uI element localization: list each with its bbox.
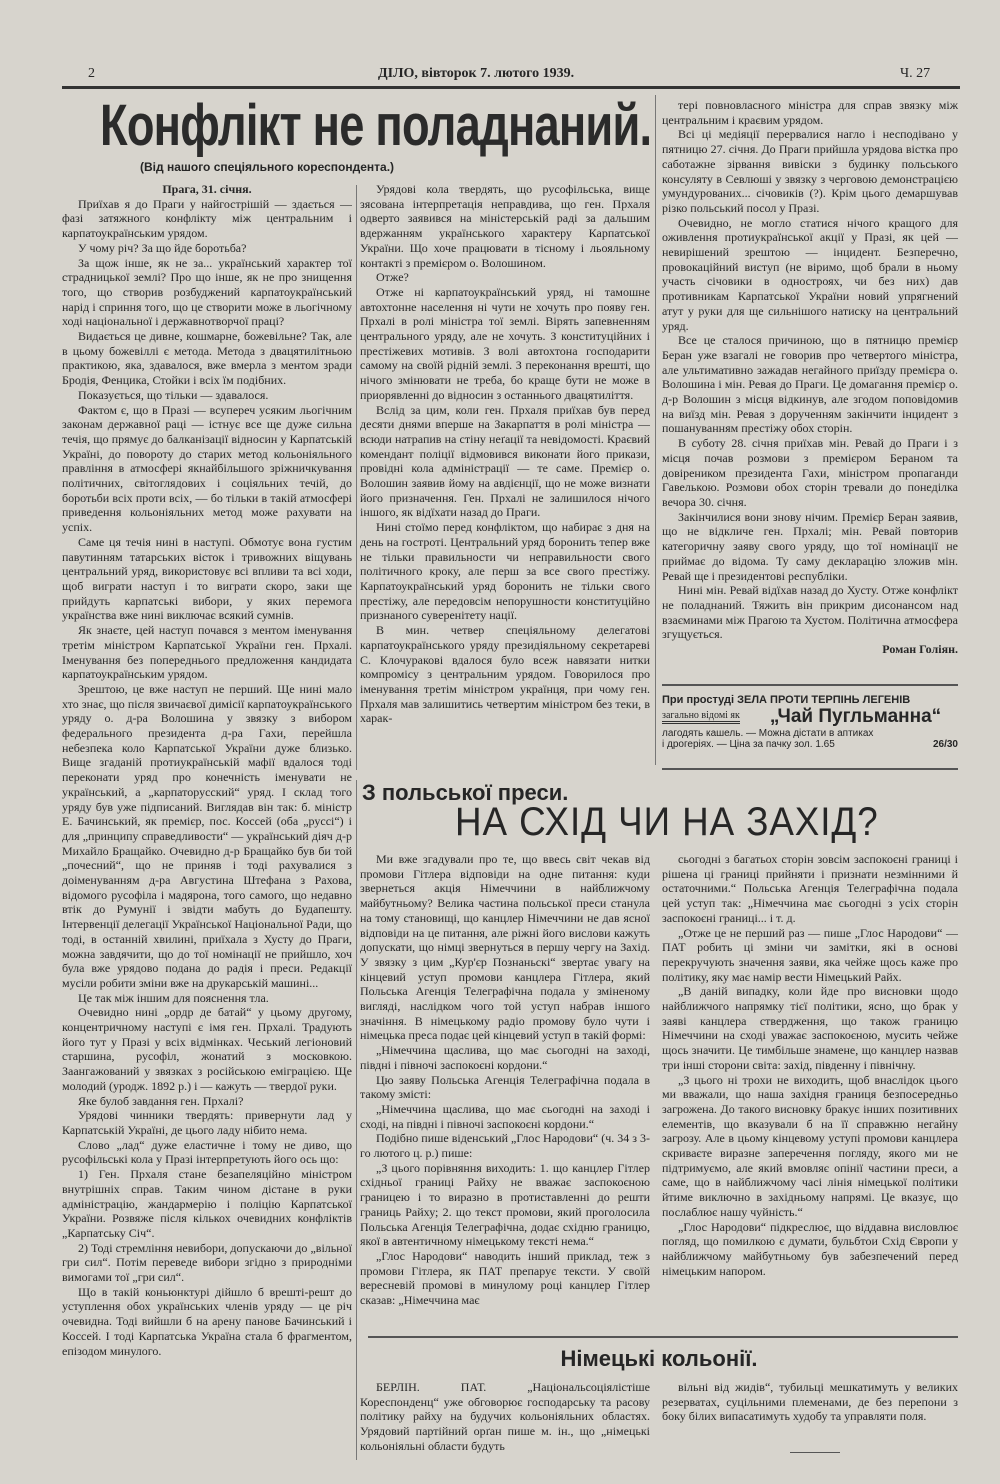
paragraph: Видається це дивне, кошмарне, божевільне? Так, але в цьому божевіллі є метода. Метода з двацятилітньою практикою, яка, здавалося, вже вмерла з ментом зради Бродія, Фенцика, Стойки і всіх їм подібних. — [62, 329, 352, 388]
paragraph: Вслід за цим, коли ген. Прхаля приїхав був перед десяти днями вперше на Закарпаття в ролі міністра — всюди натрапив на стіну неґації та невідомості. Краєвий комендант поліції відмовився виконати його прикази, провідні кола адміністрації — те саме. Премієр о. Волошин заявив йому на авдієнції, що не може визнати його призначення. Ген. Прхалі не залишилося нічого іншого, як відїхати назад до Праги. — [360, 402, 650, 520]
paragraph: сьогодні з багатьох сторін зовсім заспокоєні границі і рішена ці границі прийняти і признати незмінними й остаточними.“ Польська Агенція Телеграфічна подала цей уступ так: „Німеччина має сьогодні з усіх сторін заспокоєні границі... і т. д. — [662, 852, 958, 925]
ad-line-3: лагодять кашель. — Можна дістати в аптиках — [662, 728, 874, 739]
paragraph: Все це сталося причиною, що в пятницю премієр Беран уже взагалі не говорив про четвертого міністра, але ультимативно зажадав негайного приїзду премієра о. Волошина і мін. Ревая до Праги. Це домагання премієр о. д-р Волошин з місця відкинув, але згодом поповідомив на виїзд мін. Ревая з дорученням закінчити інцидент з пошануванням престіжу обох сторін. — [662, 333, 958, 436]
ad-line-1: При простуді ЗЕЛА ПРОТИ ТЕРПІНЬ ЛЕГЕНІВ — [662, 694, 911, 706]
advertisement — [662, 688, 958, 764]
paragraph: Яке булоб завдання ген. Прхалі? — [78, 1093, 244, 1108]
paragraph: Закінчилися вони знову нічим. Премієр Беран заявив, що не відкличе ген. Прхалі; мін. Ревай повторив категоричну заяву свого уряду, що тої номінації не приймає до відома. Ту саму декларацію зложив мін. Ревай ще і президентові республіки. — [662, 509, 958, 583]
masthead-title: ДІЛО, вівторок 7. лютого 1939. — [378, 66, 575, 81]
paragraph: 2) Тоді стремління невибори, допускаючи до „вільної гри сил“. Потім переведе вибори згідно з природніми вимогами тої „гри сил“. — [62, 1240, 352, 1285]
article-column-3 — [662, 98, 958, 683]
paragraph: Отже ні карпатоукраїнський уряд, ні тамошне автохтонне населення ні чути не хочуть про появу ген. Прхалі в ролі міністра тої землі. Вірять запевненням центрального уряду, але не хочуть. З конституційних і престіжевих мотивів. З волі автохтона господарити самому на своїй рідній землі. З переконання врешті, що нічого змінювати не треба, бо краще бути не може в приорявленні до відносин з останнього двацятиліття. — [360, 284, 650, 402]
paragraph: Урядові кола твердять, що русофільська, вище зясована інтерпретація неправдива, що ген. Прхаля одверто заявився на міністерській раді за дальшим вдержанням українського характеру Карпатської України. Що хоче працювати в тісному і льояльному контакті з премієром о. Волошином. — [360, 182, 650, 270]
paragraph: Зрештою, це вже наступ не перший. Ще нині мало хто знає, що після звичаєвої димісії карпатоукраїнського уряду о. д-ра Волошина у звязку з вибором федерального президента д-ра Гахи, перейшла небезпека коло Карпатської України дуже близько. Вище згаданій протиукраїнській мафії вдалося тоді переконати уряд про конечність іменувати не український, а „карпаторусский“ уряд. І склад того уряду був уже підписаний. Виглядав він так: б. міністр Е. Бачинський, як премієр, пос. Коссей (оба „руссі“) і для „принципу справедливости“ — український діяч д-р Михайло Бращайко. Очевидно д-р Бращайко був би той „почесний“, що не приняв і тоді рахувалися з доіменуванням д-ра Августина Штефана з Рахова, відомого русофіла і мадярона, того самого, що недавно втік до Румунії і звідти мабуть до Будапешту. Інтервенції делегації Української Національної Ради, що тоді, в останній хвилині, приїхала з Хусту до Праги, можна завдячити, що до тої номінації не прийшло, хоч була вже урядово подана до радія і преси. Редакції мусіли робити зміни вже на друкарській машині... — [62, 681, 352, 990]
paragraph: „Німеччина щаслива, що має сьогодні на заході, півдні і півночі заспокоєні кордони.“ — [360, 1043, 650, 1072]
paragraph: Що в такій коньюнктурі дійшло б врешті-решт до уступлення обох українських членів уряду — це річ очевидна. Тоді вийшли б на арену панове Бачинський і Коссей. І тоді Карпатська Україна стала б фрагментом, епізодом минулого. — [62, 1284, 352, 1358]
paragraph: „З цього порівняння виходить: 1. що канцлер Гітлер східньої границі Райху не вважає заспокоєною границею і то виразно в протиставленні до решти границь Райху; 2. що текст промови, який проголосила Польська Агенція Телеграфічна, додає східню границю, якої в автентичному німецькому тексті нема.“ — [360, 1160, 650, 1249]
article-column-1 — [62, 182, 352, 1464]
paragraph: В суботу 28. січня приїхав мін. Ревай до Праги і з місця почав розмови з премієром Бераном та довіреником президента Гахи, міністром пропаганди Гавелькою. Розмови обох сторін тревали до понеділка вечора 30. січня. — [662, 436, 958, 509]
masthead-rule — [62, 86, 960, 89]
paragraph: тері повновласного міністра для справ звязку між центральним і краєвим урядом. — [662, 98, 958, 127]
article-byline: (Від нашого спеціяльного кореспондента.) — [140, 160, 395, 174]
article-headline: НА СХІД ЧИ НА ЗАХІД? — [455, 800, 879, 844]
paragraph: 1) Ген. Прхаля стане безапеляційно міністром внутрішніх справ. Таким чином дістане в руки адміністрацію, жандармерію і поліцію Карпатської України. Розвяже після кількох очевидних конфліктів „Карпатську Січ“. — [62, 1167, 352, 1240]
paragraph: „Глос Народови“ наводить інший приклад, теж з промови Гітлера, як ПАТ препарує тексти. У своїй вересневій промові в минулому році канцлер Гітлер сказав: „Німеччина має — [360, 1248, 650, 1308]
paragraph: Як знаєте, цей наступ почався з ментом іменування третім міністром Карпатської України ген. Прхалі. Іменування без попереднього предложення кандидата карпатоукраїнським урядом. — [62, 623, 352, 682]
paragraph: Цю заяву Польська Агенція Телеграфічна подала в такому змісті: — [360, 1072, 650, 1102]
ad-small-text: загально відомі як — [662, 710, 740, 724]
section-rule — [368, 1336, 958, 1338]
article-column-2 — [360, 182, 650, 772]
column-divider — [356, 185, 357, 770]
paragraph: Очевидно нині „ордр де батай“ у цьому другому, концентричному наступі є імя ген. Прхалі. Традують його тут у Празі у всіх відмінках. Чеський легіоновий старшина, русофіл, жонатий з московкою. Заангажований у звязках з російською еміграцією. Ще молодий (уродж. 1892 р.) і — кажуть — твердої руки. — [62, 1005, 352, 1093]
paragraph: Нині мін. Ревай відїхав назад до Хусту. Отже конфлікт не поладнаний. Тяжить він прикрим дисонансом над взаєминами між Прагою та Хустом. Політична атмосфера згущується. — [662, 583, 958, 642]
ad-top-rule — [662, 684, 958, 686]
paragraph: „В даній випадку, коли йде про висновки щодо найближчого напрямку тієї політики, ясно, що брак у заяві канцлера ствердження, що також границю Німеччини на сході уважає заспокоєною, мусить чейже щось значити. Це тимбільше знамене, що канцлер назвав три інші сторони світа: захід, південну і північну. — [662, 984, 958, 1072]
column-divider — [356, 780, 357, 1460]
issue-number: Ч. 27 — [900, 66, 931, 81]
paragraph: Фактом є, що в Празі — всупереч усяким льогічним законам державної раці — істнує все ще дуже сильна течія, що прямує до балканізації відносин у Карпатській Україні, до повороту до старих метод кольоніяльного правління в атмосфері якнайбільшого зріжничкування політичних, світоглядових і соціяльних течій, до боротьби всіх проти всіх, — бо тільки в такій атмосфері приведення кольоніяльних метод може рахувати на успіх. — [62, 402, 352, 535]
paragraph: Урядові чинники твердять: привернути лад у Карпатській Україні, де цього ладу нібито нема. — [62, 1108, 352, 1137]
paragraph: Всі ці медіяції перервалися нагло і несподівано у пятницю 27. січня. До Праги прийшла урядова вістка про саботажне зірвання вивіски з будинку польського консуляту в Севлюші у звязку з черговою демонстрацією умундурованих... січовиків (?). Крім цього демаршував різко польський посол у Празі. — [662, 127, 958, 215]
paragraph: Подібно пише віденський „Глос Народови“ (ч. 34 з 3-го лютого ц. р.) пише: — [360, 1131, 650, 1161]
end-rule — [790, 1452, 840, 1453]
paragraph: Показується, що тільки — здавалося. — [78, 387, 269, 402]
paragraph: В мин. четвер спеціяльному делегатові карпатоукраїнського уряду президіяльному секретареві С. Клочуракові вдалося було всеж навязати нитки компромісу з центральним урядом. Говорилося про іменування третім міністром українця, при чому ген. Прхаля мав залишитись четвертим міністром без теки, в харак- — [360, 623, 650, 726]
ad-bottom-rule — [662, 768, 958, 770]
paragraph: вільні від жидів“, тубильці мешкатимуть у великих резерватах, суцільними племенами, де без перепони з боку білих випасатимуть худобу та управляти поля. — [662, 1380, 958, 1424]
press-column-2 — [662, 852, 958, 1322]
paragraph: Слово „лад“ дуже еластичне і тому не диво, що русофільські кола у Празі інтерпретують його ось що: — [62, 1137, 352, 1167]
column-divider — [655, 95, 656, 765]
paragraph: „З цього ні трохи не виходить, щоб внаслідок цього ми вважали, що наша західня границя безпосередньо загрожена. До такого висновку бракує інших позитивних елементів, що вказували б на її справжню негайну загрозу. Але в цьому кінцевому уступі промови канцлера скриваєте виразне заперечення погляду, якого ми не підтримуємо, але який вмовляє опінії частини преси, а саме, що в найближчому часі лінія німецької політики йтиме виключно в західньому напрямі. Це вказує, що послаблює нашу чуйність.“ — [662, 1072, 958, 1219]
ad-line-4: і дрогеріях. — Ціна за пачку зол. 1.65 — [662, 739, 835, 750]
article-headline: Конфлікт не поладнаний. — [100, 93, 652, 158]
paragraph: „Глос Народови“ підкреслює, що віддавна висловлює погляд, що помилкою є думати, бульбтои Схід Європи у найближчому майбутньому був забезпечений перед німецьким напором. — [662, 1219, 958, 1278]
paragraph: „Німеччина щаслива, що має сьогодні на заході і сході, на півдні і півночі заспокоєні кордони.“ — [360, 1101, 650, 1131]
news-column-1 — [360, 1380, 650, 1460]
ad-brand: „Чай Пугльманна“ — [769, 706, 942, 727]
paragraph: Ми вже згадували про те, що ввесь світ чекав від промови Гітлера відповіди на одне питання: куди звернеться акція Німеччини в найближчому майбутньому? Велика частина польської преси станула на тому становищі, що канцлер Німеччини не дав ясної відповіди на це питання, але ріжні його вислови кажуть допускати, що німці звернуться в першу чергу на Захід. У звязку з цим „Кур'єр Познаньскі“ звертає увагу на кінцевий уступ промови канцлера Гітлера, який Польська Агенція Телеграфічна подала у зміненому вигляді, наслідком чого той уступ набрав іншого значіння. В німецькому радіо промову було чути і німецька преса подає цей кінцевий уступ в такій формі: — [360, 852, 650, 1043]
section-heading: З польської преси. — [362, 780, 569, 805]
paragraph: Приїхав я до Праги у найгострішій — здається — фазі затяжного конфлікту між центральним і карпатоукраїнським урядом. — [62, 196, 352, 241]
paragraph: „Отже це не перший раз — пише „Глос Народови“ — ПАТ робить ці зміни чи замітки, які в основі перекручують значення заяви, яка чейже щось каже про політику, яку має намір вести Німецький Райх. — [662, 925, 958, 984]
paragraph: Саме ця течія нині в наступі. Обмотує вона густим павутинням татарських вісток і тривожних віщувань центральний уряд, використовує всі впливи та всі ходи, щоб виграти наступ і то виграти скоро, заки ще прийдуть карпатські вибори, у яких перемога українства вже нині виключає всякий сумнів. — [62, 534, 352, 623]
paragraph: Отже? — [376, 270, 409, 285]
paragraph: У чому річ? За що йде боротьба? — [78, 240, 247, 255]
author-signature: Роман Голіян. — [882, 642, 958, 657]
paragraph: Нині стоїмо перед конфліктом, що набирає з дня на день на гостроті. Центральний уряд боронить тепер вже не тільки правильности чи неправильности свого політичного кроку, але перш за все свого престіжу. Карпатоукраїнський уряд боронить не тільки свого престіжу, але передовсім непорушности конституційно признаного суверенітету нації. — [360, 520, 650, 623]
paragraph: БЕРЛІН. ПАТ. „Національсоціялістіше Кореспонденц“ уже обговорює господарську та расову політику райху на будучих кольоніяльних областях. Урядовий партійний орґан пише м. ін., що „німецькі кольоніяльні области будуть — [360, 1380, 650, 1453]
paragraph: Очевидно, не могло статися нічого кращого для оживлення протиукраїнської акції у Празі, як цей — невирішений зрештою — інцидент. Безперечно, провокаційний виступ (не віримо, щоб брали в ньому участь січовики в одностроях, чи без них) дав противникам Карпатської України новий упрягнений атут у руки для ще сильнішого натиску на центральний уряд. — [662, 215, 958, 333]
press-column-1 — [360, 852, 650, 1322]
paragraph: За щож інше, як не за... український характер тої страдницької землі? Про що інше, як не про знищення того, що створив розбуджений карпатоукраїнський нарід і сприння того, що це створити може в льогічному ході національної і державнотворчої праці? — [62, 255, 352, 329]
dateline: Прага, 31. січня. — [162, 182, 252, 196]
news-column-2 — [662, 1380, 958, 1460]
paragraph: Це так між іншим для пояснення тла. — [78, 990, 269, 1005]
page-number: 2 — [88, 66, 95, 81]
article-headline: Німецькі кольонії. — [560, 1346, 758, 1371]
ad-code: 26/30 — [932, 739, 958, 750]
